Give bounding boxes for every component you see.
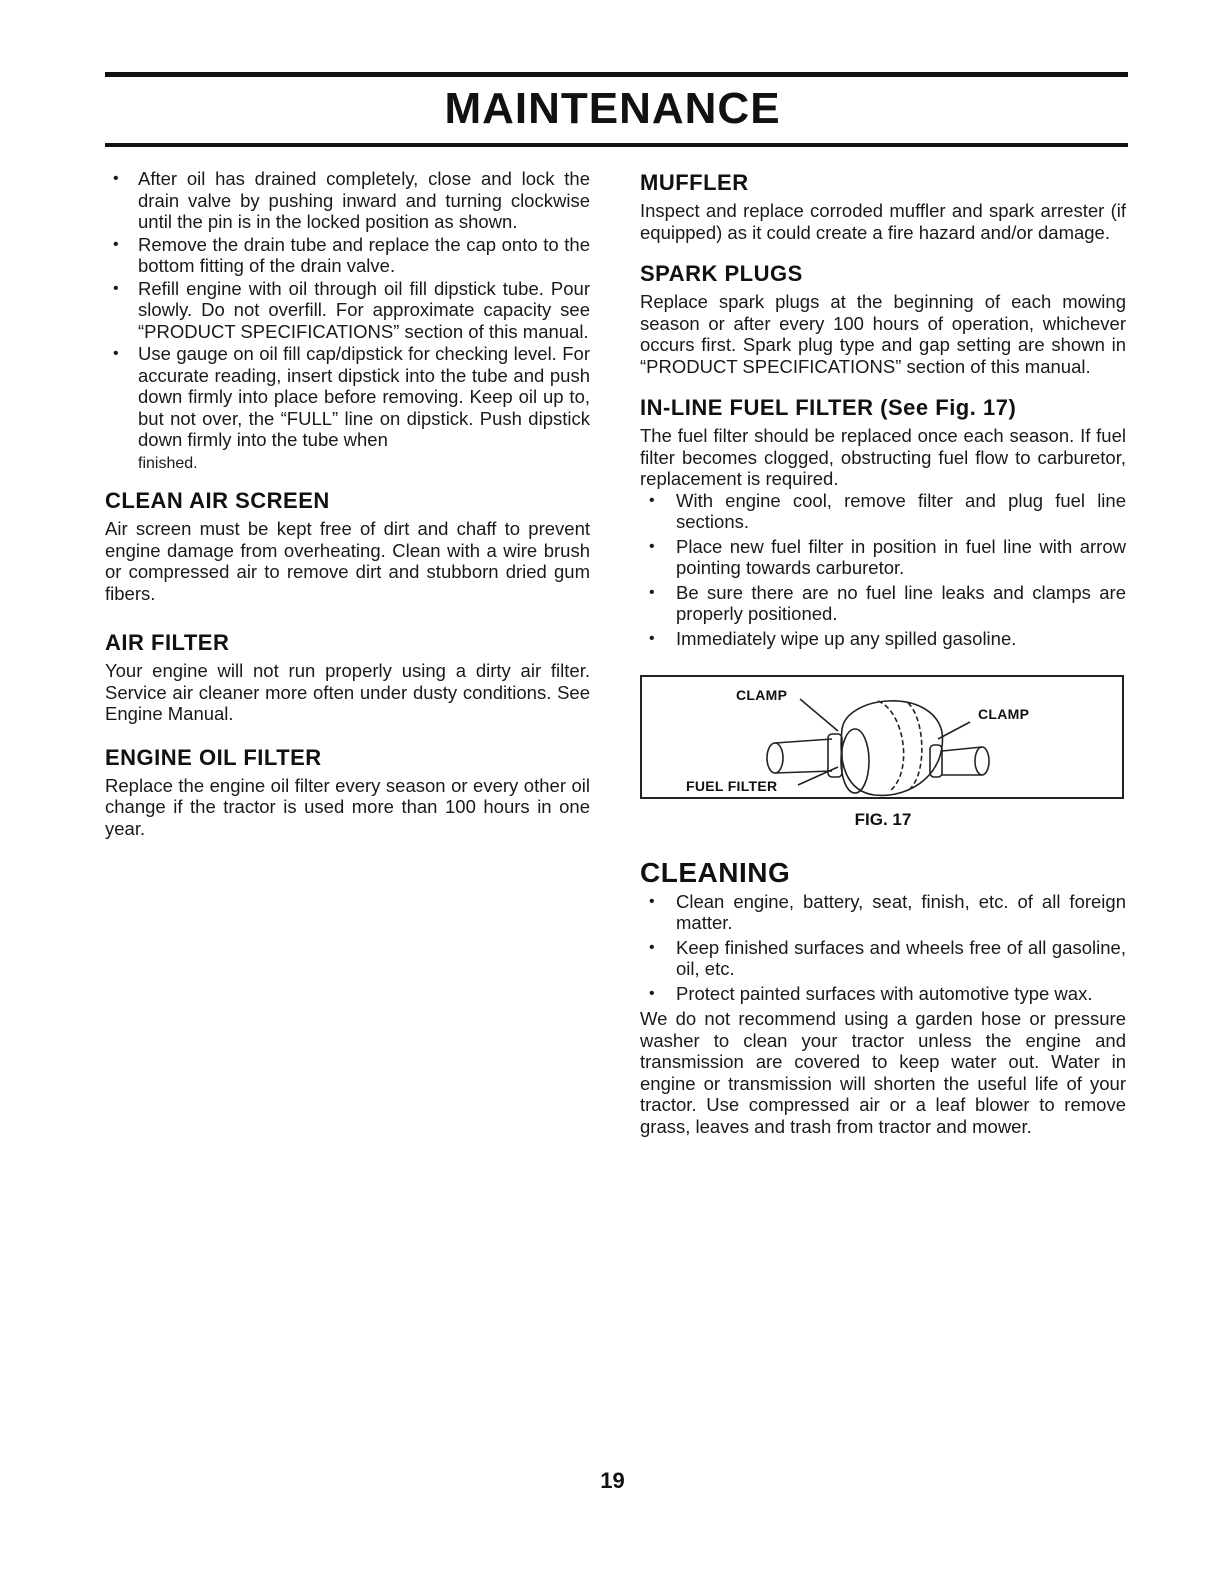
header-top-rule: [105, 72, 1128, 77]
list-item: • Place new fuel filter in position in fuel line with arrow pointing towards carburetor.: [640, 536, 1126, 579]
header-bottom-rule: [105, 143, 1128, 147]
list-item: • Protect painted surfaces with automotive type wax.: [640, 983, 1126, 1005]
section-text-engine-oil-filter: Replace the engine oil filter every season or every other oil change if the tractor is used more than 100 hours in one year.: [105, 774, 590, 839]
list-item: • After oil has drained completely, close and lock the drain valve by pushing inward and turning clockwise until the pin is in the locked position as shown.: [105, 168, 590, 233]
list-item: • With engine cool, remove filter and plug fuel line sections.: [640, 490, 1126, 533]
section-heading-cleaning: CLEANING: [640, 856, 791, 888]
section-heading-clean-air-screen: CLEAN AIR SCREEN: [105, 488, 330, 513]
section-text-cleaning: We do not recommend using a garden hose or pressure washer to clean your tractor unless the engine and transmission are covered to keep water out. Water in engine or transmission will shorten the useful life of your tractor. Use compressed air or a leaf blower to remove grass, leaves and trash from tractor and mower.: [640, 1008, 1126, 1137]
section-heading-spark-plugs: SPARK PLUGS: [640, 261, 803, 286]
left-column: [105, 168, 590, 839]
list-item: • Keep finished surfaces and wheels free of all gasoline, oil, etc.: [640, 937, 1126, 980]
figure-label-clamp-left: CLAMP: [736, 687, 788, 703]
section-text-fuel-filter: The fuel filter should be replaced once each season. If fuel filter becomes clogged, obstructing fuel flow to carburetor, replacement is required.: [640, 425, 1126, 489]
fuel-filter-figure: [640, 675, 1124, 799]
list-item-tail: finished.: [138, 454, 198, 472]
figure-caption: FIG. 17: [854, 810, 912, 829]
cleaning-steps: [640, 891, 1126, 1005]
section-text-clean-air-screen: Air screen must be kept free of dirt and chaff to prevent engine damage from overheating. Clean with a wire brush or compressed air to remove dirt and stubborn dried gum fibers.: [105, 518, 590, 604]
list-item: • Be sure there are no fuel line leaks and clamps are properly positioned.: [640, 582, 1126, 625]
list-item-text: Use gauge on oil fill cap/dipstick for checking level. For accurate reading, insert dipstick into the tube and push down firmly into place before removing. Keep oil up to, but not over, the “FULL” line on dipstick. Push dipstick down firmly into the tube when: [138, 343, 590, 450]
list-item: • Immediately wipe up any spilled gasoline.: [640, 628, 1126, 650]
section-text-air-filter: Your engine will not run properly using a dirty air filter. Service air cleaner more often under dusty conditions. See Engine Manual.: [105, 660, 590, 724]
section-text-spark-plugs: Replace spark plugs at the beginning of each mowing season or after every 100 hours of operation, whichever occurs first. Spark plug type and gap setting are shown in “PRODUCT SPECIFICATIONS” section of this manual.: [640, 291, 1126, 377]
figure-label-clamp-right: CLAMP: [978, 706, 1030, 722]
page-title: MAINTENANCE: [444, 84, 781, 133]
fuel-filter-steps: [640, 490, 1126, 650]
figure-label-fuel-filter: FUEL FILTER: [686, 778, 778, 794]
section-heading-engine-oil-filter: ENGINE OIL FILTER: [105, 744, 322, 770]
list-item: • Refill engine with oil through oil fill dipstick tube. Pour slowly. Do not overfill. For approximate capacity see “PRODUCT SPECIFICATIONS” section of this manual.: [105, 278, 590, 343]
page-number: 19: [600, 1468, 625, 1493]
section-heading-muffler: MUFFLER: [640, 170, 749, 195]
section-heading-fuel-filter: IN-LINE FUEL FILTER (See Fig. 17): [640, 395, 1017, 420]
section-heading-air-filter: AIR FILTER: [105, 630, 230, 655]
right-column: [640, 170, 1126, 1137]
section-text-muffler: Inspect and replace corroded muffler and spark arrester (if equipped) as it could create a fire hazard and/or damage.: [640, 200, 1126, 243]
list-item: • Remove the drain tube and replace the cap onto to the bottom fitting of the drain valve.: [105, 234, 590, 277]
list-item: [105, 343, 590, 474]
list-item: • Clean engine, battery, seat, finish, etc. of all foreign matter.: [640, 891, 1126, 934]
oil-change-steps: [105, 168, 590, 474]
